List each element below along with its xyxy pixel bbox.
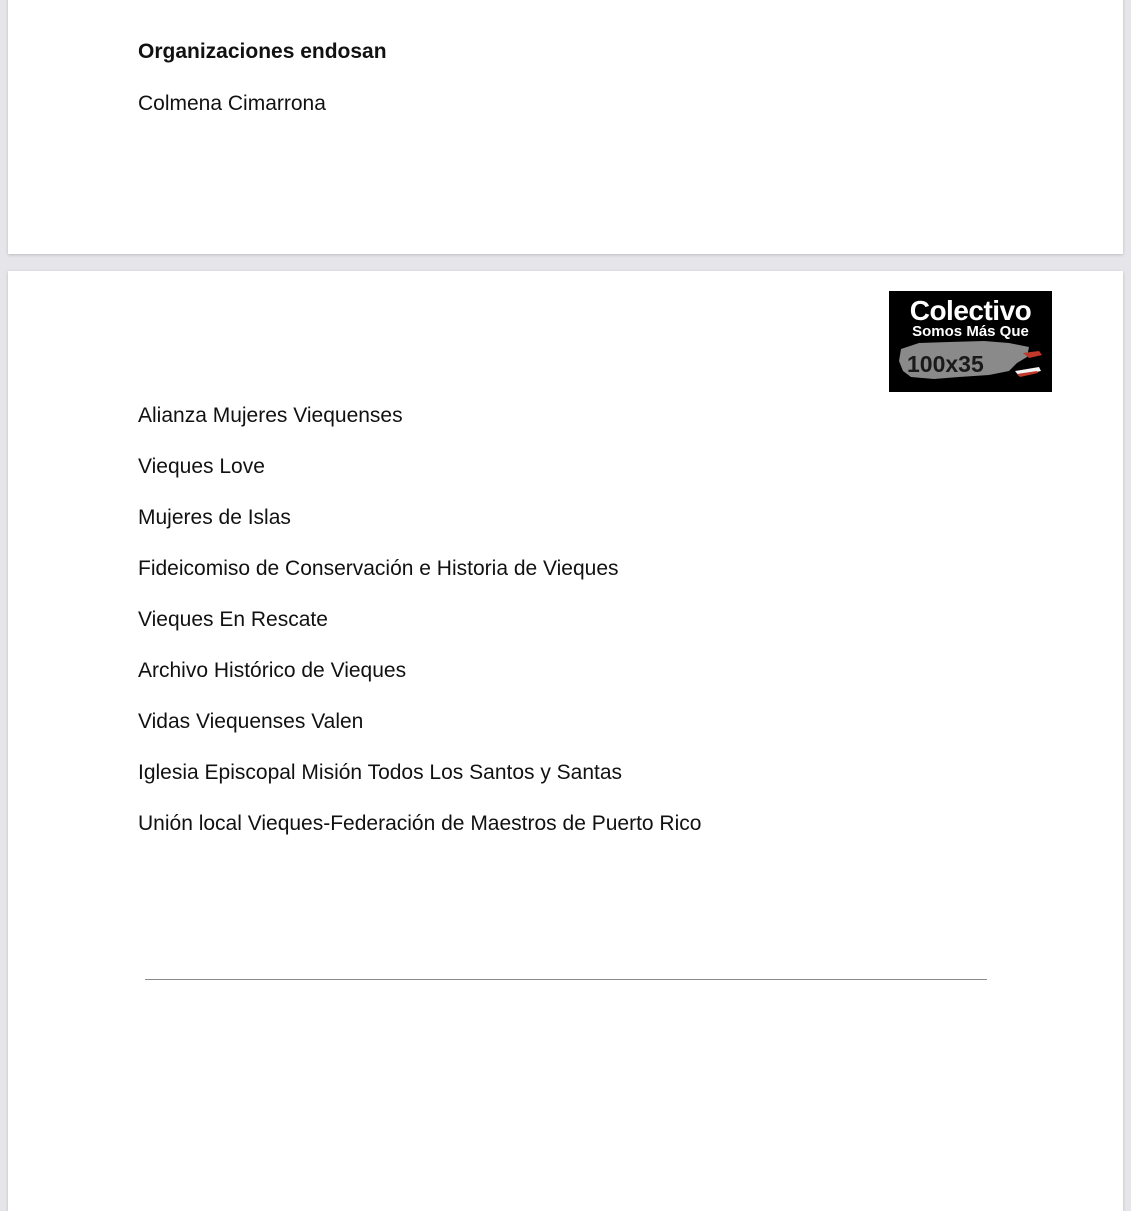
organization-item: Colmena Cimarrona xyxy=(138,92,326,115)
organization-item: Vidas Viequenses Valen xyxy=(138,710,364,733)
organization-item: Fideicomiso de Conservación e Historia de Vieques xyxy=(138,557,619,580)
logo-number: 100x35 xyxy=(907,351,984,377)
organization-item: Alianza Mujeres Viequenses xyxy=(138,404,403,427)
logo-title: Colectivo xyxy=(909,295,1032,326)
document-page-2 xyxy=(8,271,1123,1211)
organization-item: Vieques Love xyxy=(138,455,265,478)
document-page-1 xyxy=(8,0,1123,254)
page-heading: Organizaciones endosan xyxy=(138,40,387,63)
horizontal-divider xyxy=(145,979,987,980)
organization-item: Archivo Histórico de Vieques xyxy=(138,659,407,682)
organization-list xyxy=(138,404,701,863)
logo-subtitle: Somos Más Que xyxy=(912,323,1029,340)
organization-item: Iglesia Episcopal Misión Todos Los Santos y Santas xyxy=(138,761,623,784)
organization-item: Vieques En Rescate xyxy=(138,608,328,631)
organization-item: Unión local Vieques-Federación de Maestros de Puerto Rico xyxy=(138,812,702,835)
organization-item: Mujeres de Islas xyxy=(138,506,291,529)
colectivo-logo xyxy=(889,291,1052,392)
